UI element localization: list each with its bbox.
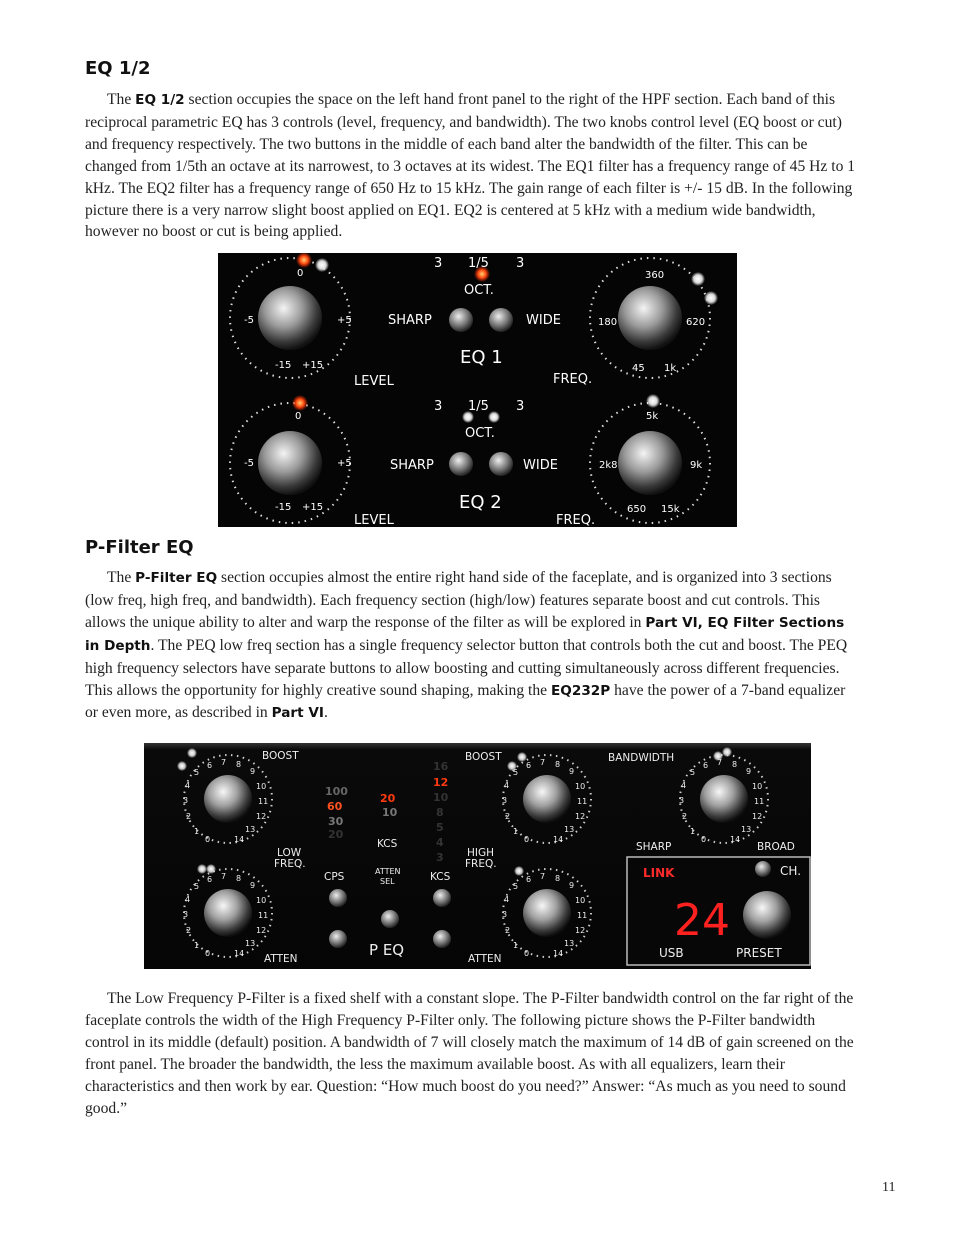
eq1-title: EQ 1 bbox=[460, 347, 503, 368]
svg-text:8: 8 bbox=[236, 760, 242, 769]
svg-text:13: 13 bbox=[245, 939, 256, 948]
svg-text:2: 2 bbox=[186, 926, 192, 935]
peq-broad-label: BROAD bbox=[757, 841, 795, 853]
svg-text:3: 3 bbox=[679, 796, 685, 805]
svg-text:3: 3 bbox=[183, 910, 189, 919]
svg-text:3: 3 bbox=[502, 796, 508, 805]
peq-kcs-label-1: KCS bbox=[377, 838, 398, 850]
svg-text:12: 12 bbox=[256, 812, 267, 821]
peq-low-freq-20: 20 bbox=[328, 828, 344, 841]
eq2-level-m5: -5 bbox=[244, 458, 254, 469]
peq-kcs-label-2: KCS bbox=[430, 871, 451, 883]
svg-text:14: 14 bbox=[553, 835, 564, 844]
svg-text:2: 2 bbox=[186, 812, 192, 821]
eq12-paragraph: The EQ 1/2 section occupies the space on the left hand front panel to the right of the HPF section. Each band of this reciprocal parametric EQ has 3 controls (level, frequency, and bandwidth). The two knobs control level (EQ boost or cut) and frequency respectively. The two buttons in the middle of each band alter the bandwidth of the filter. This can be changed from 1/5th an octave at its narrowest, to 3 octaves at its widest. The EQ1 filter has a frequency range of 45 Hz to 1 kHz. The EQ2 filter has a frequency range of 650 Hz to 15 kHz. The gain range of each filter is +/- 15 dB. In the following picture there is a very narrow slight boost applied on EQ1. EQ2 is centered at 5 kHz with a medium wide bandwidth, however no boost or cut is being applied. bbox=[85, 91, 856, 241]
svg-text:11: 11 bbox=[577, 911, 588, 920]
eq2-oct-label: OCT. bbox=[465, 426, 495, 441]
peq-high-label-2: FREQ. bbox=[465, 858, 497, 870]
eq2-wide-label: WIDE bbox=[523, 458, 558, 473]
svg-text:5: 5 bbox=[690, 768, 696, 777]
eq2-level-0: 0 bbox=[295, 411, 302, 422]
svg-text:5: 5 bbox=[194, 768, 200, 777]
eq1-bw-3-right: 3 bbox=[516, 256, 525, 271]
svg-text:2: 2 bbox=[505, 926, 511, 935]
section-heading-pfilter: P-Filter EQ bbox=[85, 537, 194, 558]
svg-text:11: 11 bbox=[258, 911, 269, 920]
svg-text:1: 1 bbox=[513, 941, 519, 950]
svg-text:12: 12 bbox=[256, 926, 267, 935]
eq1-freq-360: 360 bbox=[645, 270, 665, 281]
svg-text:6: 6 bbox=[526, 761, 532, 770]
eq1-freq-620: 620 bbox=[686, 317, 706, 328]
peq-low-freq-100: 100 bbox=[325, 785, 348, 798]
eq2-level-p5: +5 bbox=[337, 458, 352, 469]
peq-atten-sel-1: ATTEN bbox=[375, 867, 401, 876]
pfilter-paragraph: The P-Filter EQ section occupies almost the entire right hand side of the faceplate, and is organized into 3 sections (low freq, high freq, and bandwidth). Each frequency section (high/low) features separate boost and cut controls. This allows the unique ability to alter and warp the response of the filter as will be explored in Part VI, EQ Filter Sections in Depth. The PEQ low freq section has a single frequency selector button that controls both the cut and boost. The PEQ high frequency selectors have separate buttons to allow boosting and cutting simultaneously across different frequencies. This allows the opportunity for highly creative sound shaping, making the EQ232P have the power of a 7-band equalizer or even more, as described in Part VI. bbox=[85, 569, 848, 722]
eq1-level-0: 0 bbox=[297, 268, 304, 279]
eq2-bw-3-left: 3 bbox=[434, 399, 443, 414]
svg-text:0: 0 bbox=[524, 949, 530, 958]
peq-low-atten-label: ATTEN bbox=[264, 953, 298, 965]
eq1-bw-3-left: 3 bbox=[434, 256, 443, 271]
svg-text:6: 6 bbox=[526, 875, 532, 884]
peq-high-freq-12: 12 bbox=[433, 776, 449, 789]
svg-text:4: 4 bbox=[185, 781, 191, 790]
svg-text:3: 3 bbox=[502, 910, 508, 919]
svg-text:0: 0 bbox=[524, 835, 530, 844]
eq2-freq-label: FREQ. bbox=[556, 513, 596, 527]
eq1-freq-180: 180 bbox=[598, 317, 618, 328]
eq2-level-m15: -15 bbox=[275, 502, 292, 513]
svg-text:8: 8 bbox=[555, 760, 561, 769]
svg-text:0: 0 bbox=[205, 835, 211, 844]
svg-text:14: 14 bbox=[234, 835, 245, 844]
peq-usb-label: USB bbox=[659, 946, 684, 960]
peq-title: P EQ bbox=[369, 941, 405, 959]
peq-high-freq-4: 4 bbox=[436, 836, 444, 849]
svg-text:9: 9 bbox=[250, 881, 256, 890]
svg-text:2: 2 bbox=[505, 812, 511, 821]
peq-bandwidth-label: BANDWIDTH bbox=[608, 752, 675, 764]
svg-text:8: 8 bbox=[555, 874, 561, 883]
eq1-wide-label: WIDE bbox=[526, 313, 561, 328]
svg-text:13: 13 bbox=[245, 825, 256, 834]
eq2-bw-3-right: 3 bbox=[516, 399, 525, 414]
svg-text:4: 4 bbox=[504, 781, 510, 790]
svg-text:7: 7 bbox=[221, 758, 227, 767]
eq1-freq-1k: 1k bbox=[664, 363, 677, 374]
svg-text:9: 9 bbox=[746, 767, 752, 776]
eq12-panel-photo bbox=[218, 253, 737, 527]
peq-high-freq-16: 16 bbox=[433, 760, 449, 773]
peq-atten-sel-2: SEL bbox=[380, 877, 395, 886]
peq-low-freq-30: 30 bbox=[328, 815, 344, 828]
svg-text:8: 8 bbox=[236, 874, 242, 883]
peq-ch-label: CH. bbox=[780, 864, 802, 878]
eq1-sharp-label: SHARP bbox=[388, 313, 432, 328]
svg-text:13: 13 bbox=[564, 825, 575, 834]
eq1-level-p5: +5 bbox=[337, 315, 352, 326]
svg-text:12: 12 bbox=[575, 812, 586, 821]
eq2-freq-9k: 9k bbox=[690, 460, 703, 471]
peq-preset-display: 24 bbox=[674, 895, 730, 946]
svg-text:1: 1 bbox=[194, 941, 200, 950]
eq2-freq-650: 650 bbox=[627, 504, 647, 515]
section-heading-eq12: EQ 1/2 bbox=[85, 58, 151, 79]
svg-text:7: 7 bbox=[221, 872, 227, 881]
svg-text:9: 9 bbox=[250, 767, 256, 776]
eq1-level-label: LEVEL bbox=[354, 374, 394, 389]
svg-text:0: 0 bbox=[701, 835, 707, 844]
svg-text:11: 11 bbox=[258, 797, 269, 806]
peq-high-atten-label: ATTEN bbox=[468, 953, 502, 965]
closing-paragraph: The Low Frequency P-Filter is a fixed shelf with a constant slope. The P-Filter bandwidth control on the far right of the faceplate controls the width of the High Frequency P-Filter only. The following picture shows the P-Filter bandwidth control in its middle (default) position. A bandwidth of 7 will closely match the maximum of 14 dB of gain screened on the front panel. The broader the bandwidth, the less the maximum available boost. As with all equalizers, learn their characteristics and then work by ear. Question: “How much boost do you need?” Answer: “As much as you need to sound good.” bbox=[85, 990, 854, 1117]
peq-low-label-2: FREQ. bbox=[274, 858, 306, 870]
svg-text:9: 9 bbox=[569, 881, 575, 890]
svg-text:11: 11 bbox=[754, 797, 765, 806]
eq1-freq-label: FREQ. bbox=[553, 372, 593, 387]
svg-text:7: 7 bbox=[540, 872, 546, 881]
svg-text:5: 5 bbox=[513, 882, 519, 891]
peq-high-label-1: HIGH bbox=[467, 847, 495, 859]
svg-text:10: 10 bbox=[752, 782, 763, 791]
peq-high-freq-5: 5 bbox=[436, 821, 444, 834]
peq-low-freq-60: 60 bbox=[327, 800, 343, 813]
svg-text:10: 10 bbox=[575, 896, 586, 905]
eq2-freq-5k: 5k bbox=[646, 411, 659, 422]
eq2-freq-2k8: 2k8 bbox=[599, 460, 618, 471]
svg-text:7: 7 bbox=[540, 758, 546, 767]
svg-text:3: 3 bbox=[183, 796, 189, 805]
svg-text:6: 6 bbox=[207, 875, 213, 884]
eq2-level-label: LEVEL bbox=[354, 513, 394, 527]
svg-text:1: 1 bbox=[690, 827, 696, 836]
svg-text:14: 14 bbox=[730, 835, 741, 844]
eq2-freq-15k: 15k bbox=[661, 504, 680, 515]
svg-text:4: 4 bbox=[185, 895, 191, 904]
svg-text:12: 12 bbox=[752, 812, 763, 821]
svg-text:5: 5 bbox=[513, 768, 519, 777]
peq-sharp-label: SHARP bbox=[636, 841, 672, 853]
svg-text:5: 5 bbox=[194, 882, 200, 891]
peq-link-indicator: LINK bbox=[643, 866, 675, 880]
peq-low-boost-label: BOOST bbox=[262, 750, 299, 762]
svg-text:14: 14 bbox=[234, 949, 245, 958]
eq2-level-p15: +15 bbox=[302, 502, 324, 513]
peq-preset-label: PRESET bbox=[736, 946, 782, 960]
peq-panel-photo bbox=[144, 743, 811, 969]
eq1-oct-label: OCT. bbox=[464, 283, 494, 298]
eq1-bw-1-5: 1/5 bbox=[468, 256, 489, 271]
peq-kcs-freq-10: 10 bbox=[382, 806, 398, 819]
svg-text:1: 1 bbox=[194, 827, 200, 836]
svg-text:7: 7 bbox=[717, 758, 723, 767]
eq1-level-p15: +15 bbox=[302, 360, 324, 371]
eq2-sharp-label: SHARP bbox=[390, 458, 434, 473]
peq-cps-label: CPS bbox=[324, 871, 345, 883]
eq2-bw-1-5: 1/5 bbox=[468, 399, 489, 414]
peq-high-boost-label: BOOST bbox=[465, 751, 502, 763]
eq2-title: EQ 2 bbox=[459, 492, 502, 513]
peq-low-label-1: LOW bbox=[277, 847, 302, 859]
peq-high-freq-3: 3 bbox=[436, 851, 444, 864]
svg-text:14: 14 bbox=[553, 949, 564, 958]
svg-text:4: 4 bbox=[504, 895, 510, 904]
svg-text:13: 13 bbox=[564, 939, 575, 948]
svg-text:10: 10 bbox=[256, 782, 267, 791]
svg-text:13: 13 bbox=[741, 825, 752, 834]
eq1-freq-45: 45 bbox=[632, 363, 645, 374]
svg-text:10: 10 bbox=[575, 782, 586, 791]
svg-text:4: 4 bbox=[681, 781, 687, 790]
svg-text:10: 10 bbox=[256, 896, 267, 905]
svg-text:9: 9 bbox=[569, 767, 575, 776]
svg-text:12: 12 bbox=[575, 926, 586, 935]
svg-text:8: 8 bbox=[732, 760, 738, 769]
peq-high-freq-8: 8 bbox=[436, 806, 444, 819]
svg-text:6: 6 bbox=[207, 761, 213, 770]
eq1-level-m5: -5 bbox=[244, 315, 254, 326]
peq-kcs-freq-20: 20 bbox=[380, 792, 396, 805]
svg-text:1: 1 bbox=[513, 827, 519, 836]
eq1-level-m15: -15 bbox=[275, 360, 292, 371]
peq-high-freq-10: 10 bbox=[433, 791, 449, 804]
svg-text:6: 6 bbox=[703, 761, 709, 770]
svg-text:0: 0 bbox=[205, 949, 211, 958]
svg-text:2: 2 bbox=[682, 812, 688, 821]
svg-text:11: 11 bbox=[577, 797, 588, 806]
page-number: 11 bbox=[882, 1180, 896, 1195]
